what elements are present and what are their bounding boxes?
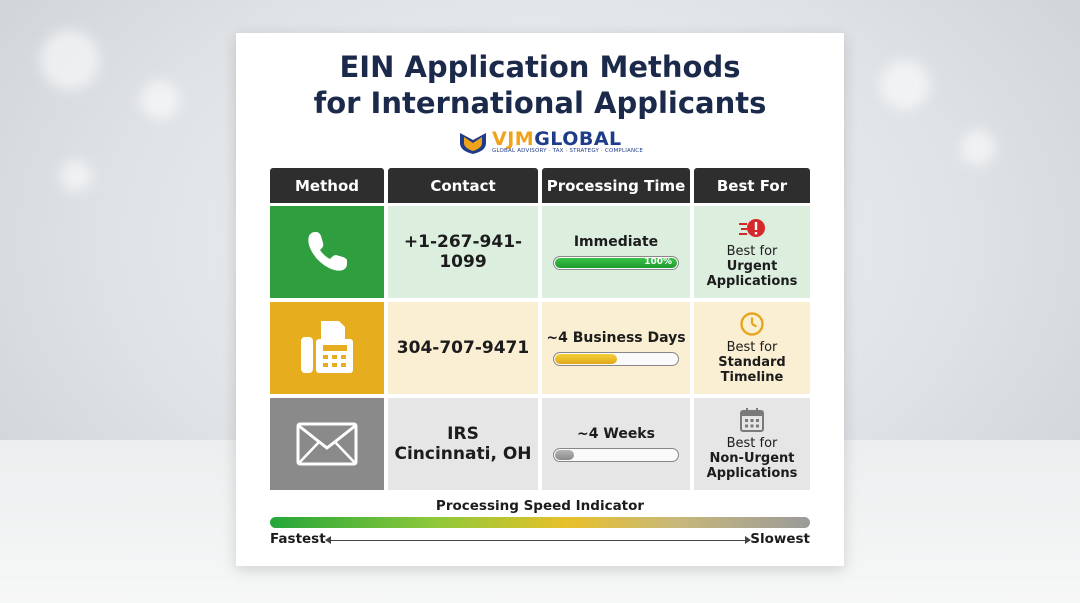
header-processing-time: Processing Time (542, 168, 690, 203)
header-contact: Contact (388, 168, 538, 203)
title-line-1: EIN Application Methods (339, 50, 741, 84)
method-mail (270, 398, 384, 490)
processing-time: ~4 Weeks (577, 426, 655, 442)
info-card (236, 33, 844, 566)
progress-label: 100% (644, 257, 672, 267)
speed-gradient-bar (270, 517, 810, 528)
fax-number: 304-707-9471 (396, 338, 530, 358)
progress-bar (553, 448, 679, 462)
progress-bar (553, 256, 679, 270)
mail-address-line-1: IRS (447, 424, 479, 444)
bokeh-light (140, 80, 180, 120)
processing-time: Immediate (573, 234, 659, 250)
method-fax (270, 302, 384, 394)
envelope-icon (296, 422, 358, 466)
processing-time: ~4 Business Days (546, 330, 686, 346)
title-line-2: for International Applicants (313, 86, 767, 120)
fax-icon (297, 317, 357, 379)
header-best-for: Best For (694, 168, 810, 203)
contact-cell (388, 206, 538, 298)
best-for-cell (694, 206, 810, 298)
bokeh-light (40, 30, 100, 90)
phone-icon (299, 224, 355, 280)
speed-fastest-label: Fastest (270, 531, 326, 547)
clock-icon (738, 311, 766, 337)
bokeh-light (960, 130, 996, 166)
best-for-line-2: Applications (706, 466, 798, 481)
phone-number: +1-267-941-1099 (403, 232, 523, 272)
bokeh-light (60, 160, 92, 192)
mail-address-line-2: Cincinnati, OH (394, 444, 532, 464)
best-for-line-2: Timeline (720, 370, 784, 385)
best-for-cell (694, 302, 810, 394)
method-phone (270, 206, 384, 298)
best-for-prefix: Best for (726, 340, 778, 355)
logo-wordmark: VJMGLOBAL (492, 128, 622, 150)
logo-tagline: GLOBAL ADVISORY · TAX · STRATEGY · COMPLIANCE (492, 148, 644, 154)
header-method: Method (270, 168, 384, 203)
vjm-global-logo (458, 128, 644, 157)
calendar-icon (738, 407, 766, 433)
best-for-line-1: Non-Urgent (709, 451, 795, 466)
best-for-line-1: Standard (718, 355, 786, 370)
progress-fill (555, 450, 574, 460)
progress-bar (553, 352, 679, 366)
best-for-prefix: Best for (726, 436, 778, 451)
page-title (236, 49, 844, 121)
urgent-alert-icon (738, 215, 766, 241)
best-for-line-2: Applications (706, 274, 798, 289)
double-arrow-icon (326, 540, 750, 541)
speed-slowest-label: Slowest (750, 531, 810, 547)
progress-fill (555, 354, 617, 364)
speed-scale (270, 531, 810, 549)
contact-cell (388, 398, 538, 490)
processing-cell (542, 398, 690, 490)
best-for-prefix: Best for (726, 244, 778, 259)
logo-shield-icon (458, 131, 488, 155)
best-for-cell (694, 398, 810, 490)
speed-indicator-label: Processing Speed Indicator (435, 498, 645, 514)
contact-cell (388, 302, 538, 394)
best-for-line-1: Urgent (726, 259, 778, 274)
bokeh-light (880, 60, 930, 110)
processing-cell (542, 302, 690, 394)
processing-cell (542, 206, 690, 298)
